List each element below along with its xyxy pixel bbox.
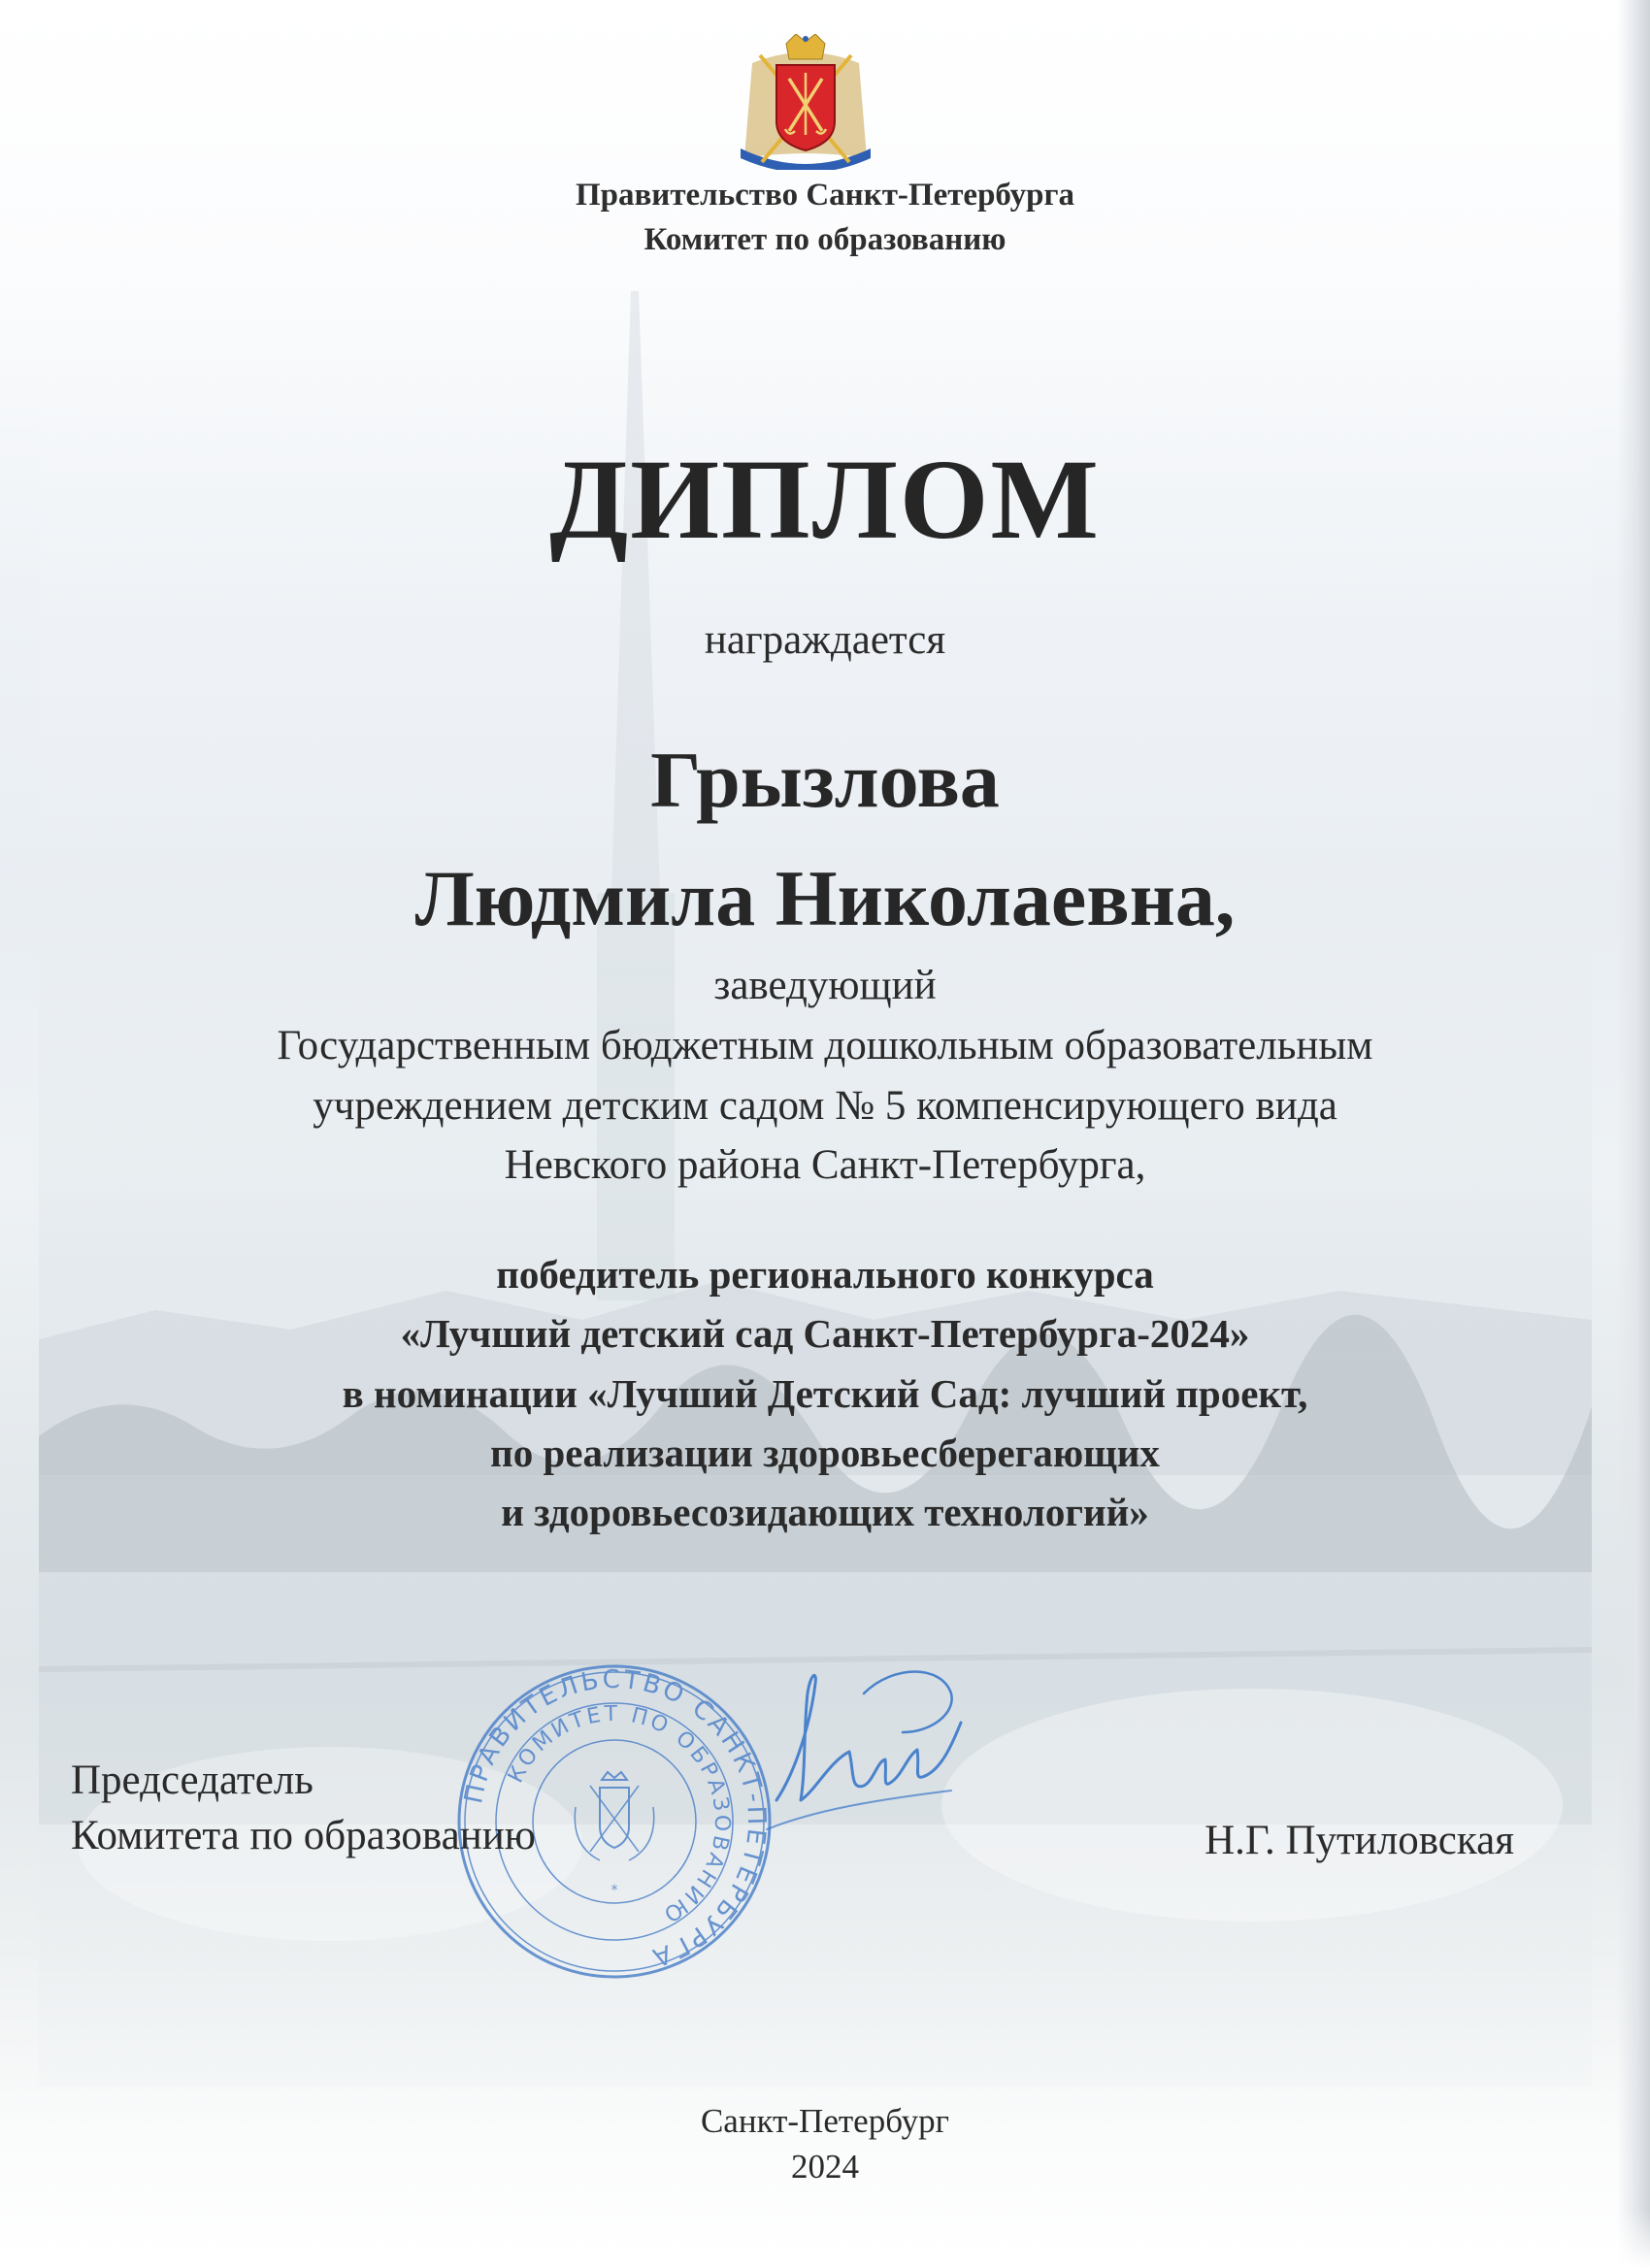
award-line-4: по реализации здоровьесберегающих [490, 1430, 1160, 1475]
recipient-surname: Грызлова [650, 736, 1000, 824]
signatory-name: Н.Г. Путиловская [1204, 1818, 1514, 1863]
award-line-3: в номинации «Лучший Детский Сад: лучший проект, [342, 1371, 1308, 1416]
award-line-2: «Лучший детский сад Санкт-Петербурга-2024» [400, 1311, 1250, 1356]
signatory-role-line-2: Комитета по образованию [71, 1813, 536, 1858]
award-line-5: и здоровьесозидающих технологий» [501, 1490, 1149, 1534]
issue-year: 2024 [791, 2148, 859, 2186]
organization-line-2: учреждением детским садом № 5 компенсирующего вида [313, 1083, 1337, 1129]
awarded-label: награждается [704, 617, 946, 663]
issue-city: Санкт-Петербург [700, 2102, 950, 2140]
svg-text:*: * [610, 1883, 618, 1898]
svg-text:ПРАВИТЕЛЬСТВО САНКТ-ПЕТЕРБУРГА: ПРАВИТЕЛЬСТВО САНКТ-ПЕТЕРБУРГА [459, 1664, 772, 1973]
diploma-title: ДИПЛОМ [549, 436, 1101, 563]
signatory-role-line-1: Председатель [71, 1758, 314, 1803]
handwritten-signature [757, 1655, 971, 1839]
svg-text:КОМИТЕТ ПО ОБРАЗОВАНИЮ: КОМИТЕТ ПО ОБРАЗОВАНИЮ [503, 1701, 735, 1928]
recipient-position: заведующий [713, 963, 937, 1008]
organization-line-3: Невского района Санкт-Петербурга, [504, 1142, 1146, 1188]
award-line-1: победитель регионального конкурса [496, 1252, 1154, 1297]
scan-bottom-fade [0, 2210, 1650, 2268]
issuer-government: Правительство Санкт-Петербурга [575, 178, 1075, 213]
signatory-role [71, 1753, 536, 1863]
coat-of-arms-emblem [733, 34, 878, 170]
scan-edge-shadow [1617, 0, 1650, 2268]
issuer-committee: Комитет по образованию [644, 222, 1006, 257]
organization-line-1: Государственным бюджетным дошкольным образовательным [277, 1023, 1373, 1068]
recipient-given-names: Людмила Николаевна, [414, 854, 1236, 942]
